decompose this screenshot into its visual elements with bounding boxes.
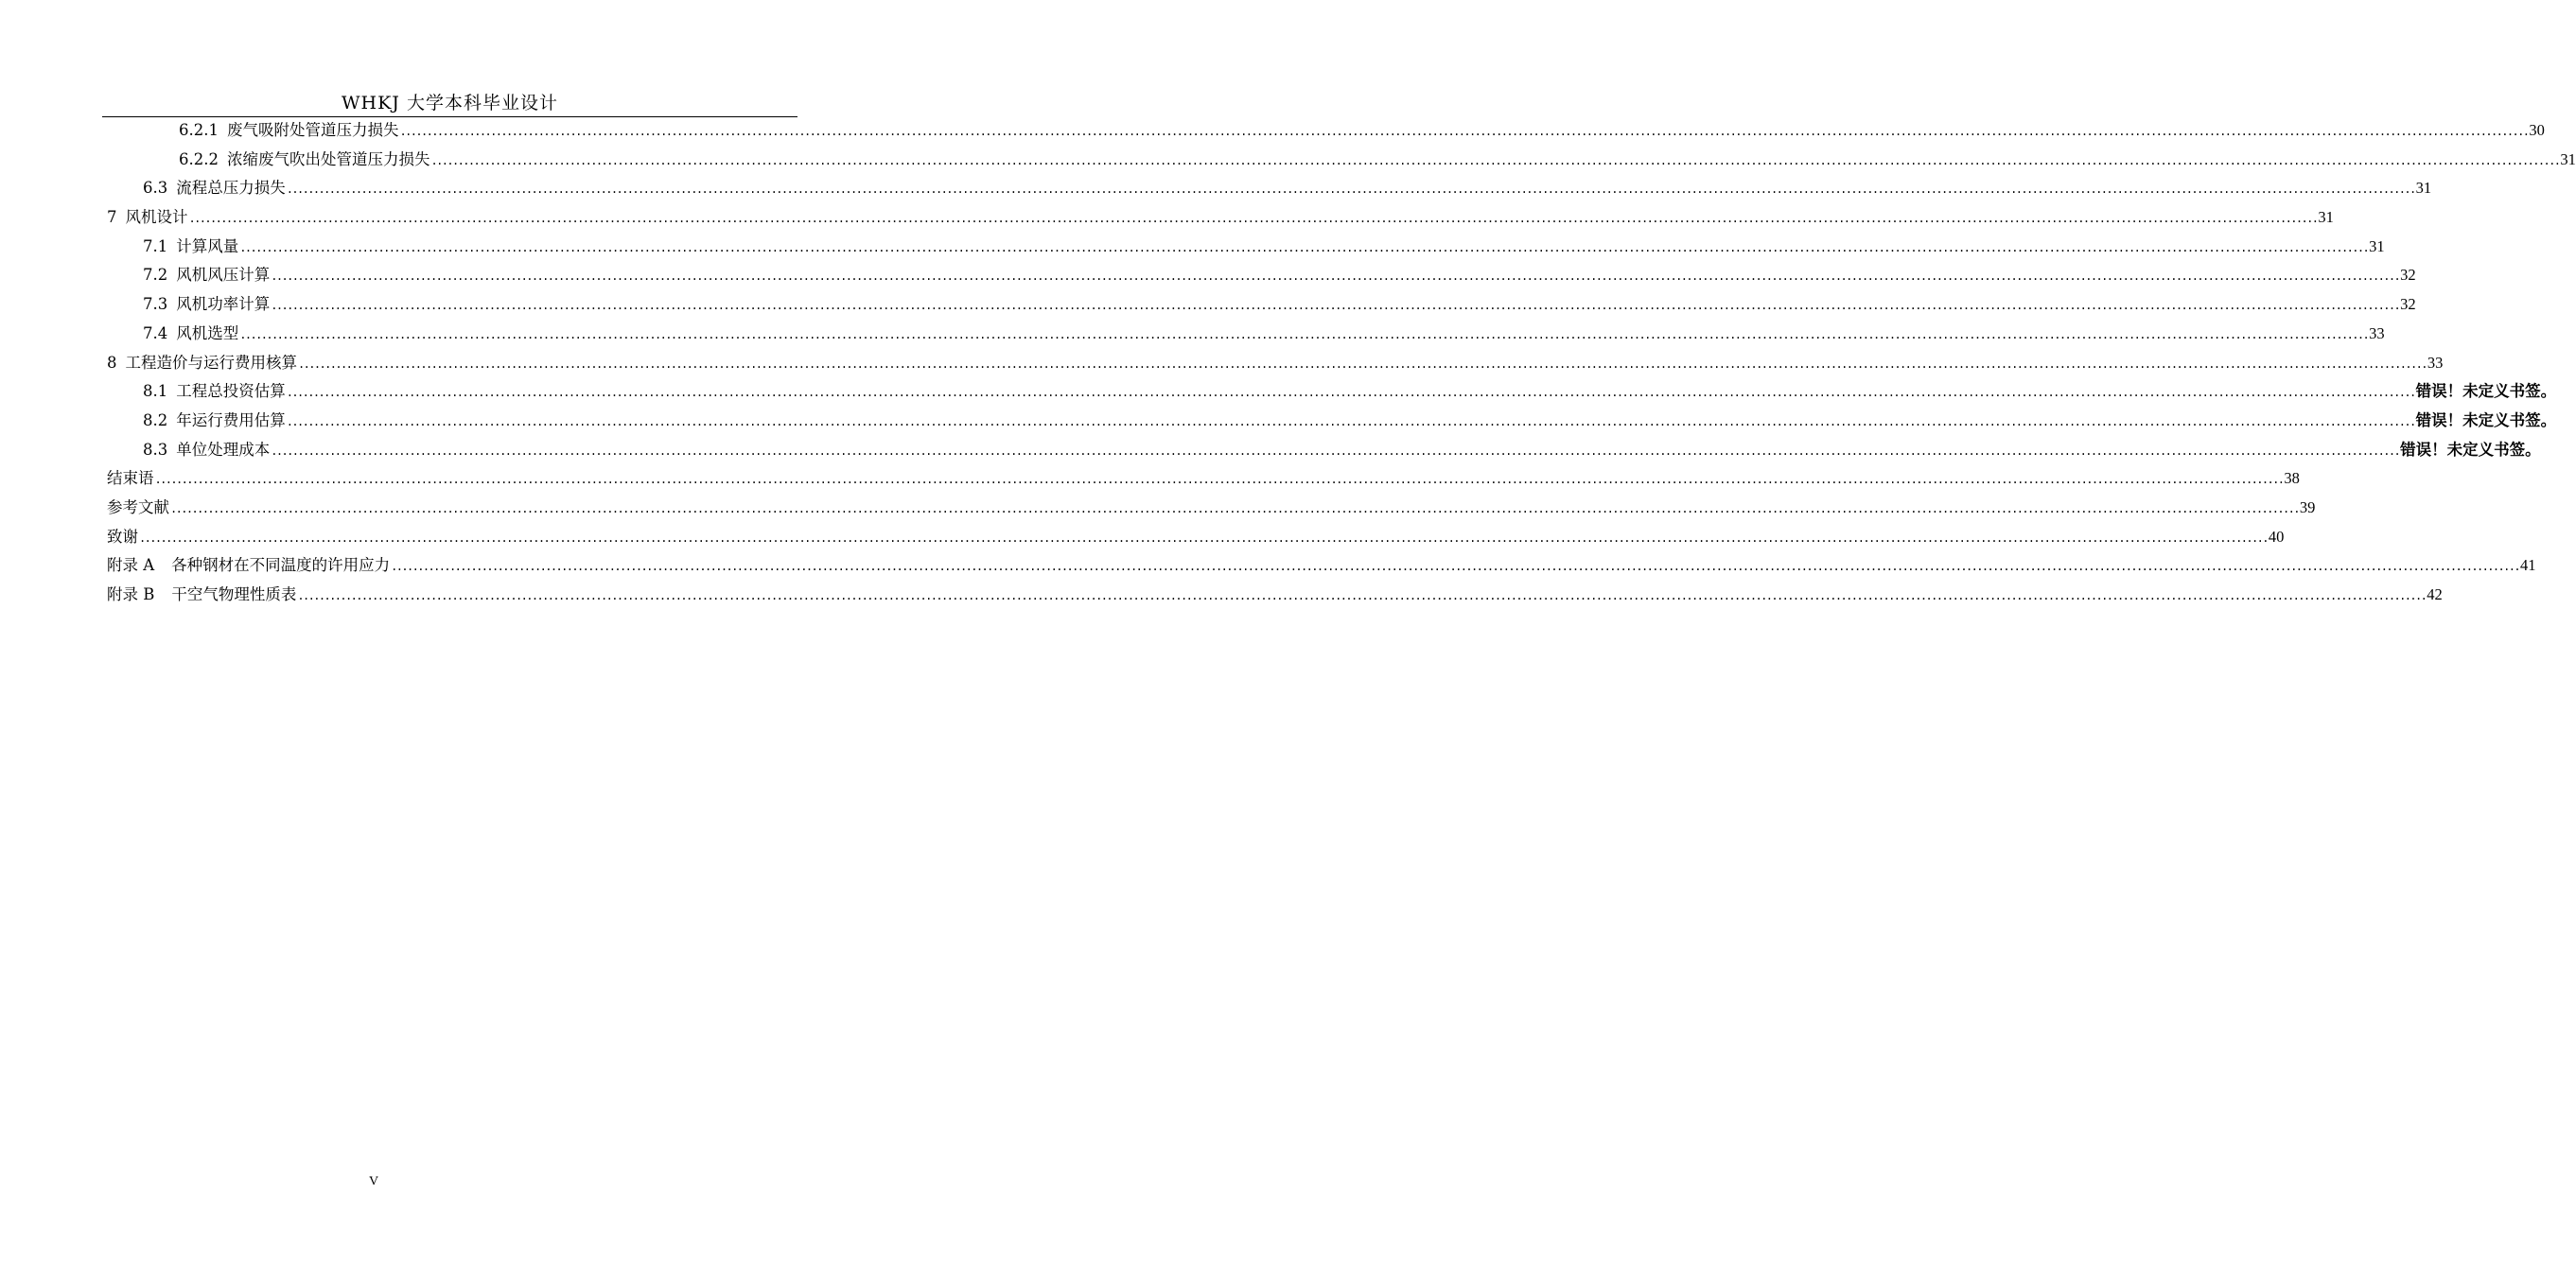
toc-entry-title: 参考文献 <box>107 497 169 516</box>
toc-entry-page: 33 <box>2427 353 2444 372</box>
page-header: WHKJ 大学本科毕业设计 <box>102 91 797 117</box>
toc-dot-leader: ................................................................................................................................................................................................................................................................................................................................................................................................................ <box>286 414 2415 428</box>
toc-entry[interactable] <box>107 174 2432 203</box>
toc-entry[interactable] <box>107 407 2557 436</box>
toc-entry[interactable] <box>107 436 2541 465</box>
toc-dot-leader: ................................................................................................................................................................................................................................................................................................................................................................................................................ <box>271 299 2400 313</box>
toc-entry-bookmark-error: 错误！未定义书签。 <box>2415 382 2557 401</box>
toc-entry-number: 6.2.1 <box>179 121 219 139</box>
toc-dot-leader: ................................................................................................................................................................................................................................................................................................................................................................................................................ <box>170 501 2299 515</box>
toc-entry-title: 风机功率计算 <box>176 295 271 314</box>
toc-entry[interactable] <box>107 261 2416 290</box>
toc-entry-number: 7.2 <box>143 266 168 285</box>
toc-entry-title: 风机选型 <box>176 323 239 342</box>
toc-entry[interactable] <box>107 203 2334 233</box>
toc-entry-title: 单位处理成本 <box>176 440 271 459</box>
toc-entry-page: 41 <box>2520 556 2536 575</box>
toc-entry-page: 33 <box>2369 323 2385 342</box>
toc-entry-page: 42 <box>2427 585 2443 603</box>
toc-entry-title: 干空气物理性质表 <box>171 585 297 603</box>
toc-entry[interactable] <box>107 146 2576 175</box>
toc-entry-title: 风机设计 <box>125 208 188 227</box>
toc-entry-page: 40 <box>2268 527 2285 546</box>
toc-dot-leader: ................................................................................................................................................................................................................................................................................................................................................................................................................ <box>399 125 2529 138</box>
toc-entry-page: 39 <box>2299 497 2316 516</box>
toc-entry-title: 工程造价与运行费用核算 <box>125 353 297 372</box>
toc-entry-number: 7.1 <box>143 236 168 255</box>
toc-entry[interactable] <box>107 233 2385 262</box>
toc-entry-title: 流程总压力损失 <box>176 179 286 198</box>
toc-dot-leader: ................................................................................................................................................................................................................................................................................................................................................................................................................ <box>430 153 2560 167</box>
toc-entry-number: 8.1 <box>143 382 168 401</box>
toc-dot-leader: ................................................................................................................................................................................................................................................................................................................................................................................................................ <box>239 327 2369 341</box>
toc-entry[interactable] <box>107 320 2385 349</box>
toc-entry-page: 31 <box>2369 236 2385 255</box>
toc-entry-page: 38 <box>2284 469 2300 488</box>
toc-entry-number: 6.2.2 <box>179 149 219 168</box>
toc-dot-leader: ................................................................................................................................................................................................................................................................................................................................................................................................................ <box>139 531 2268 545</box>
toc-entry-number: 8.3 <box>143 440 168 459</box>
toc-entry[interactable] <box>107 523 2285 552</box>
page-number: V <box>368 1175 379 1189</box>
toc-entry-page: 32 <box>2400 266 2416 285</box>
toc-entry-page: 30 <box>2529 121 2545 139</box>
toc-dot-leader: ................................................................................................................................................................................................................................................................................................................................................................................................................ <box>271 444 2400 458</box>
toc-entry-page: 31 <box>2318 208 2334 227</box>
toc-entry[interactable] <box>107 290 2416 320</box>
toc-dot-leader: ................................................................................................................................................................................................................................................................................................................................................................................................................ <box>239 240 2369 254</box>
toc-entry-title: 废气吸附处管道压力损失 <box>226 121 399 139</box>
toc-entry-page: 31 <box>2560 149 2576 168</box>
toc-dot-leader: ................................................................................................................................................................................................................................................................................................................................................................................................................ <box>286 183 2415 197</box>
toc-entry-number: 7.3 <box>143 295 168 314</box>
toc-dot-leader: ................................................................................................................................................................................................................................................................................................................................................................................................................ <box>286 386 2415 400</box>
toc-entry[interactable] <box>107 551 2536 581</box>
toc-entry-title: 工程总投资估算 <box>176 382 286 401</box>
toc-entry-title: 风机风压计算 <box>176 266 271 285</box>
toc-entry[interactable] <box>107 116 2545 146</box>
toc-dot-leader: ................................................................................................................................................................................................................................................................................................................................................................................................................ <box>271 270 2400 284</box>
table-of-contents <box>107 116 2576 610</box>
toc-entry[interactable] <box>107 494 2316 523</box>
toc-entry-number: 附录 B <box>107 585 155 603</box>
toc-entry[interactable] <box>107 349 2444 378</box>
toc-entry-number: 6.3 <box>143 179 168 198</box>
toc-entry-page: 31 <box>2415 179 2432 198</box>
toc-dot-leader: ................................................................................................................................................................................................................................................................................................................................................................................................................ <box>188 212 2318 226</box>
toc-dot-leader: ................................................................................................................................................................................................................................................................................................................................................................................................................ <box>391 560 2520 574</box>
toc-entry-title: 浓缩废气吹出处管道压力损失 <box>226 149 430 168</box>
toc-entry[interactable] <box>107 581 2443 610</box>
toc-entry[interactable] <box>107 464 2300 494</box>
toc-entry-title: 致谢 <box>107 527 138 546</box>
toc-entry-number: 7 <box>107 208 117 227</box>
toc-entry-bookmark-error: 错误！未定义书签。 <box>2415 410 2557 429</box>
toc-entry-title: 计算风量 <box>176 236 239 255</box>
toc-entry-number: 附录 A <box>107 556 155 575</box>
toc-entry-title: 结束语 <box>107 469 154 488</box>
toc-entry-title: 各种钢材在不同温度的许用应力 <box>171 556 391 575</box>
toc-entry-bookmark-error: 错误！未定义书签。 <box>2400 440 2541 459</box>
toc-entry-title: 年运行费用估算 <box>176 410 286 429</box>
toc-entry[interactable] <box>107 377 2557 407</box>
toc-entry-number: 8 <box>107 353 117 372</box>
toc-dot-leader: ................................................................................................................................................................................................................................................................................................................................................................................................................ <box>297 589 2427 602</box>
toc-dot-leader: ................................................................................................................................................................................................................................................................................................................................................................................................................ <box>298 357 2427 371</box>
toc-entry-number: 7.4 <box>143 323 168 342</box>
toc-entry-page: 32 <box>2400 295 2416 314</box>
toc-dot-leader: ................................................................................................................................................................................................................................................................................................................................................................................................................ <box>154 473 2284 487</box>
toc-entry-number: 8.2 <box>143 410 168 429</box>
